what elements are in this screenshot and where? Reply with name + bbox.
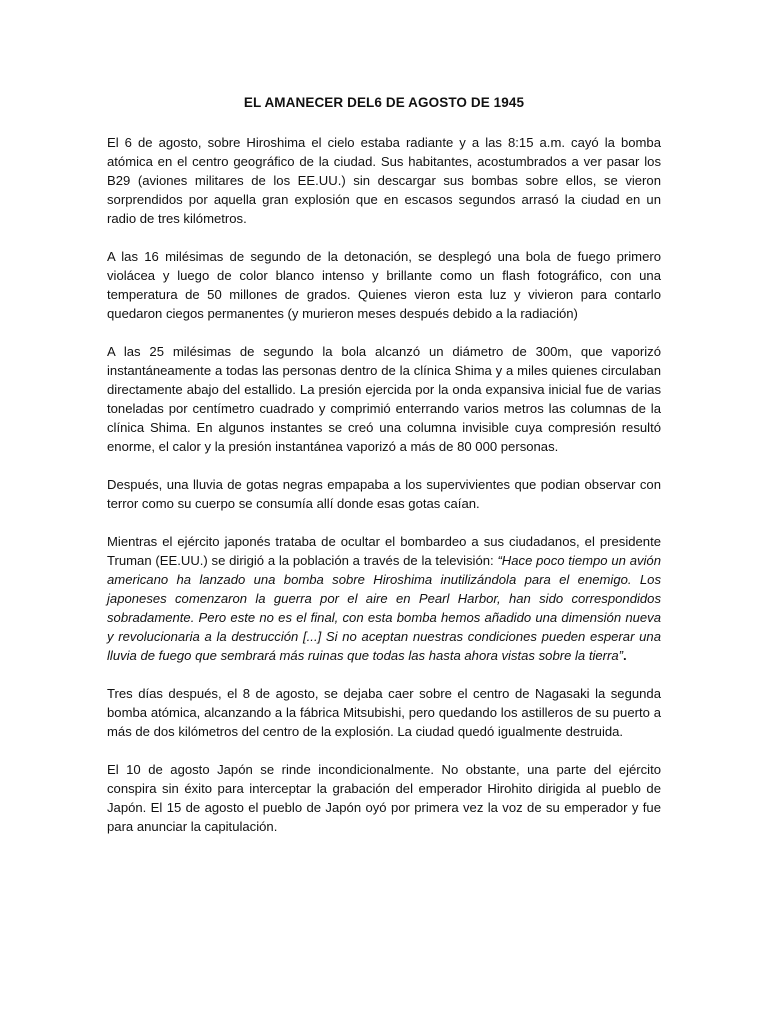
paragraph-nagasaki: Tres días después, el 8 de agosto, se dejaba caer sobre el centro de Nagasaki la segunda bomba atómica, alcanzando a la fábrica Mitsubishi, pero quedando los astilleros de su puerto a más de dos kilómetros del centro de la explosión. La ciudad quedó igualmente destruida. [107,686,661,739]
truman-quote: “Hace poco tiempo un avión americano ha lanzado una bomba sobre Hiroshima inutilizándola para el enemigo. Los japoneses comenzaron la guerra por el aire en Pearl Harbor, han sido correspondidos sobradamente. Pero este no es el final, con esta bomba hemos añadido una dimensión nueva y revolucionaria a la destrucción [...] Si no aceptan nuestras condiciones pueden esperar una lluvia de fuego que sembrará más ruinas que todas las hasta ahora vistas sobre la tierra” [107,553,661,663]
paragraph-surrender: El 10 de agosto Japón se rinde incondicionalmente. No obstante, una parte del ejército conspira sin éxito para interceptar la grabación del emperador Hirohito dirigida al pueblo de Japón. El 15 de agosto el pueblo de Japón oyó por primera vez la voz de su emperador y fue para anunciar la capitulación. [107,762,661,834]
truman-intro-text: Mientras el ejército japonés trataba de ocultar el bombardeo a sus ciudadanos, el presidente Truman (EE.UU.) se dirigió a la población a través de la televisión: [107,534,661,568]
truman-quote-end: . [623,648,627,663]
paragraph-black-rain: Después, una lluvia de gotas negras empapaba a los supervivientes que podian observar con terror como su cuerpo se consumía allí donde esas gotas caían. [107,477,661,511]
paragraph-shockwave: A las 25 milésimas de segundo la bola alcanzó un diámetro de 300m, que vaporizó instantáneamente a todas las personas dentro de la clínica Shima y a miles quienes circulaban directamente abajo del estallido. La presión ejercida por la onda expansiva inicial fue de varias toneladas por centímetro cuadrado y comprimió enterrando varios metros las columnas de la clínica Shima. En algunos instantes se creó una columna invisible cuya compresión resultó enorme, el calor y la presión instantánea vaporizó a más de 80 000 personas. [107,344,661,454]
paragraph-hiroshima-bomb: El 6 de agosto, sobre Hiroshima el cielo estaba radiante y a las 8:15 a.m. cayó la bomba atómica en el centro geográfico de la ciudad. Sus habitantes, acostumbrados a ver pasar los B29 (aviones militares de los EE.UU.) sin descargar sus bombas sobre ellos, se vieron sorprendidos por aquella gran explosión que en escasos segundos arrasó la ciudad en un radio de tres kilómetros. [107,135,661,226]
document-page [107,93,661,855]
paragraph-truman [107,532,661,665]
document-title: EL AMANECER DEL6 DE AGOSTO DE 1945 [243,95,525,110]
paragraph-fireball: A las 16 milésimas de segundo de la detonación, se desplegó una bola de fuego primero violácea y luego de color blanco intenso y brillante como un flash fotográfico, con una temperatura de 50 millones de grados. Quienes vieron esta luz y vivieron para contarlo quedaron ciegos permanentes (y murieron meses después debido a la radiación) [107,249,661,321]
